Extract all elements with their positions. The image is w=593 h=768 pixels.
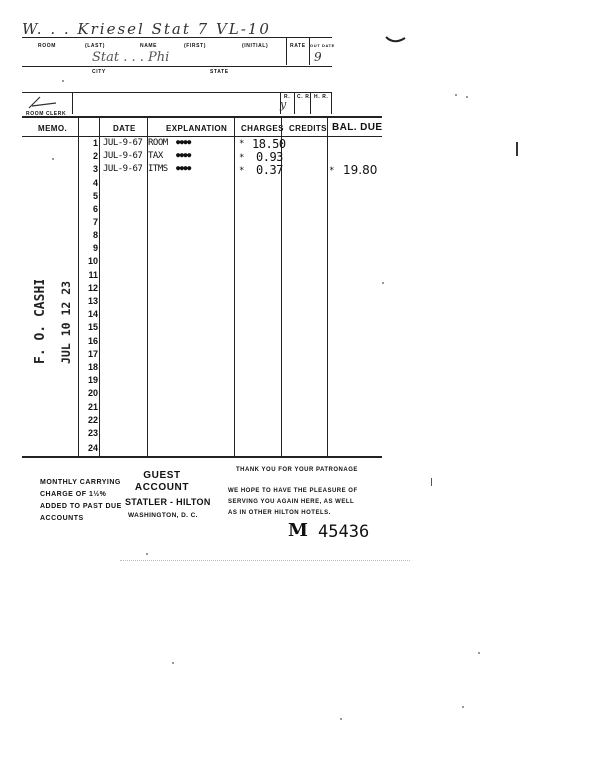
entry-explanation: ITMS bbox=[148, 164, 168, 174]
hope-line: AS IN OTHER HILTON HOTELS. bbox=[228, 510, 331, 516]
entry-explanation: ROOM bbox=[148, 138, 168, 148]
scan-mark bbox=[431, 478, 432, 486]
pen-stroke-mark bbox=[384, 34, 408, 46]
entry-date: JUL-9-67 bbox=[103, 164, 143, 174]
guest-account-title bbox=[122, 470, 202, 494]
entry-charge: 18.50 bbox=[252, 137, 286, 151]
scan-speck bbox=[478, 652, 480, 654]
entry-date: JUL-9-67 bbox=[103, 138, 143, 148]
entry-dots: ●●●● bbox=[176, 164, 191, 172]
label-cr: C. R. bbox=[297, 94, 312, 100]
guest-title-line: GUEST bbox=[143, 470, 181, 481]
handwritten-clerk-mark: y bbox=[280, 98, 287, 111]
account-title-line: ACCOUNT bbox=[134, 482, 190, 493]
scan-speck bbox=[382, 282, 384, 284]
label-out-date: OUT DATE bbox=[310, 43, 335, 48]
row-number: 21 bbox=[87, 402, 98, 412]
hope-line: SERVING YOU AGAIN HERE, AS WELL bbox=[228, 499, 355, 505]
row-number: 7 bbox=[92, 217, 98, 227]
scan-speck bbox=[62, 80, 64, 82]
notice-line: CHARGE OF 1½% bbox=[40, 491, 107, 498]
entry-dots: ●●●● bbox=[176, 151, 191, 159]
row-number: 6 bbox=[92, 204, 98, 214]
cashier-stamp bbox=[6, 280, 108, 366]
column-memo: MEMO. bbox=[38, 124, 68, 133]
handwritten-city: Stat . . . Phi bbox=[92, 50, 170, 65]
entry-dots: ●●●● bbox=[176, 138, 191, 146]
label-rate: RATE bbox=[290, 43, 306, 49]
row-number: 10 bbox=[87, 256, 98, 266]
notice-line: MONTHLY CARRYING bbox=[40, 479, 121, 486]
row-number: 19 bbox=[87, 375, 98, 385]
handwritten-guest-name: W. . . Kriesel Stat 7 VL-10 bbox=[22, 20, 271, 38]
row-number: 3 bbox=[92, 164, 98, 174]
entry-star: * bbox=[239, 139, 244, 149]
row-number: 8 bbox=[92, 230, 98, 240]
label-r: R. bbox=[284, 94, 291, 100]
stamp-line-date: JUL 10 12 23 PM '67 bbox=[59, 280, 73, 364]
row-number: 22 bbox=[87, 415, 98, 425]
label-initial: (INITIAL) bbox=[242, 43, 269, 49]
label-city: CITY bbox=[92, 69, 106, 75]
row-number: 12 bbox=[87, 283, 98, 293]
row-number: 4 bbox=[92, 178, 98, 188]
label-room-clerk: ROOM CLERK bbox=[26, 111, 67, 117]
scan-mark bbox=[516, 142, 518, 156]
notice-line: ADDED TO PAST DUE bbox=[40, 503, 122, 510]
column-credits: CREDITS bbox=[289, 124, 327, 133]
scan-speck bbox=[455, 94, 457, 96]
handwritten-rate: 9 bbox=[314, 50, 322, 64]
row-number: 2 bbox=[92, 151, 98, 161]
row-number: 1 bbox=[92, 138, 98, 148]
label-last: (LAST) bbox=[85, 43, 105, 49]
monthly-charge-notice bbox=[40, 477, 122, 525]
scan-speck bbox=[52, 158, 54, 160]
row-number: 24 bbox=[87, 443, 98, 453]
row-number: 14 bbox=[87, 309, 98, 319]
thank-you-line: THANK YOU FOR YOUR PATRONAGE bbox=[236, 467, 358, 473]
scan-speck bbox=[146, 553, 148, 555]
scan-speck bbox=[466, 96, 468, 98]
balance-star: * bbox=[329, 166, 334, 176]
entry-star: * bbox=[239, 153, 244, 163]
scan-faint-line bbox=[120, 560, 410, 561]
serial-prefix: M bbox=[288, 520, 308, 541]
row-number: 17 bbox=[87, 349, 98, 359]
row-number: 11 bbox=[88, 270, 98, 280]
label-hr: H. R. bbox=[314, 94, 329, 100]
column-charges: CHARGES bbox=[241, 124, 284, 133]
notice-line: ACCOUNTS bbox=[40, 515, 84, 522]
column-balance-due: BAL. DUE bbox=[332, 122, 383, 133]
balance-due-value: 19.80 bbox=[343, 163, 378, 177]
row-number: 9 bbox=[92, 243, 98, 253]
scan-speck bbox=[172, 662, 174, 664]
pen-scribble-mark bbox=[26, 94, 66, 110]
hope-line: WE HOPE TO HAVE THE PLEASURE OF bbox=[228, 488, 358, 494]
label-state: STATE bbox=[210, 69, 229, 75]
entry-explanation: TAX bbox=[148, 151, 163, 161]
row-number: 5 bbox=[92, 191, 98, 201]
row-number: 23 bbox=[87, 428, 98, 438]
label-room: ROOM bbox=[38, 43, 56, 49]
scan-speck bbox=[340, 718, 342, 720]
row-number: 18 bbox=[87, 362, 98, 372]
entry-charge: 0.37 bbox=[256, 163, 283, 177]
entry-charge: 0.93 bbox=[256, 150, 283, 164]
row-number: 16 bbox=[87, 336, 98, 346]
column-explanation: EXPLANATION bbox=[166, 124, 228, 133]
row-number: 20 bbox=[87, 388, 98, 398]
label-name: NAME bbox=[140, 43, 158, 49]
entry-date: JUL-9-67 bbox=[103, 151, 143, 161]
scan-speck bbox=[462, 706, 464, 708]
label-first: (FIRST) bbox=[184, 43, 206, 49]
serial-number: 45436 bbox=[318, 522, 370, 542]
entry-star: * bbox=[239, 166, 244, 176]
row-number: 13 bbox=[87, 296, 98, 306]
hotel-name: STATLER - HILTON bbox=[125, 497, 211, 507]
row-number: 15 bbox=[87, 322, 98, 332]
hope-notice bbox=[228, 486, 358, 519]
hotel-city: WASHINGTON, D. C. bbox=[128, 512, 198, 519]
stamp-line-cashier: F. O. CASHIER C bbox=[33, 280, 48, 364]
column-date: DATE bbox=[113, 124, 136, 133]
